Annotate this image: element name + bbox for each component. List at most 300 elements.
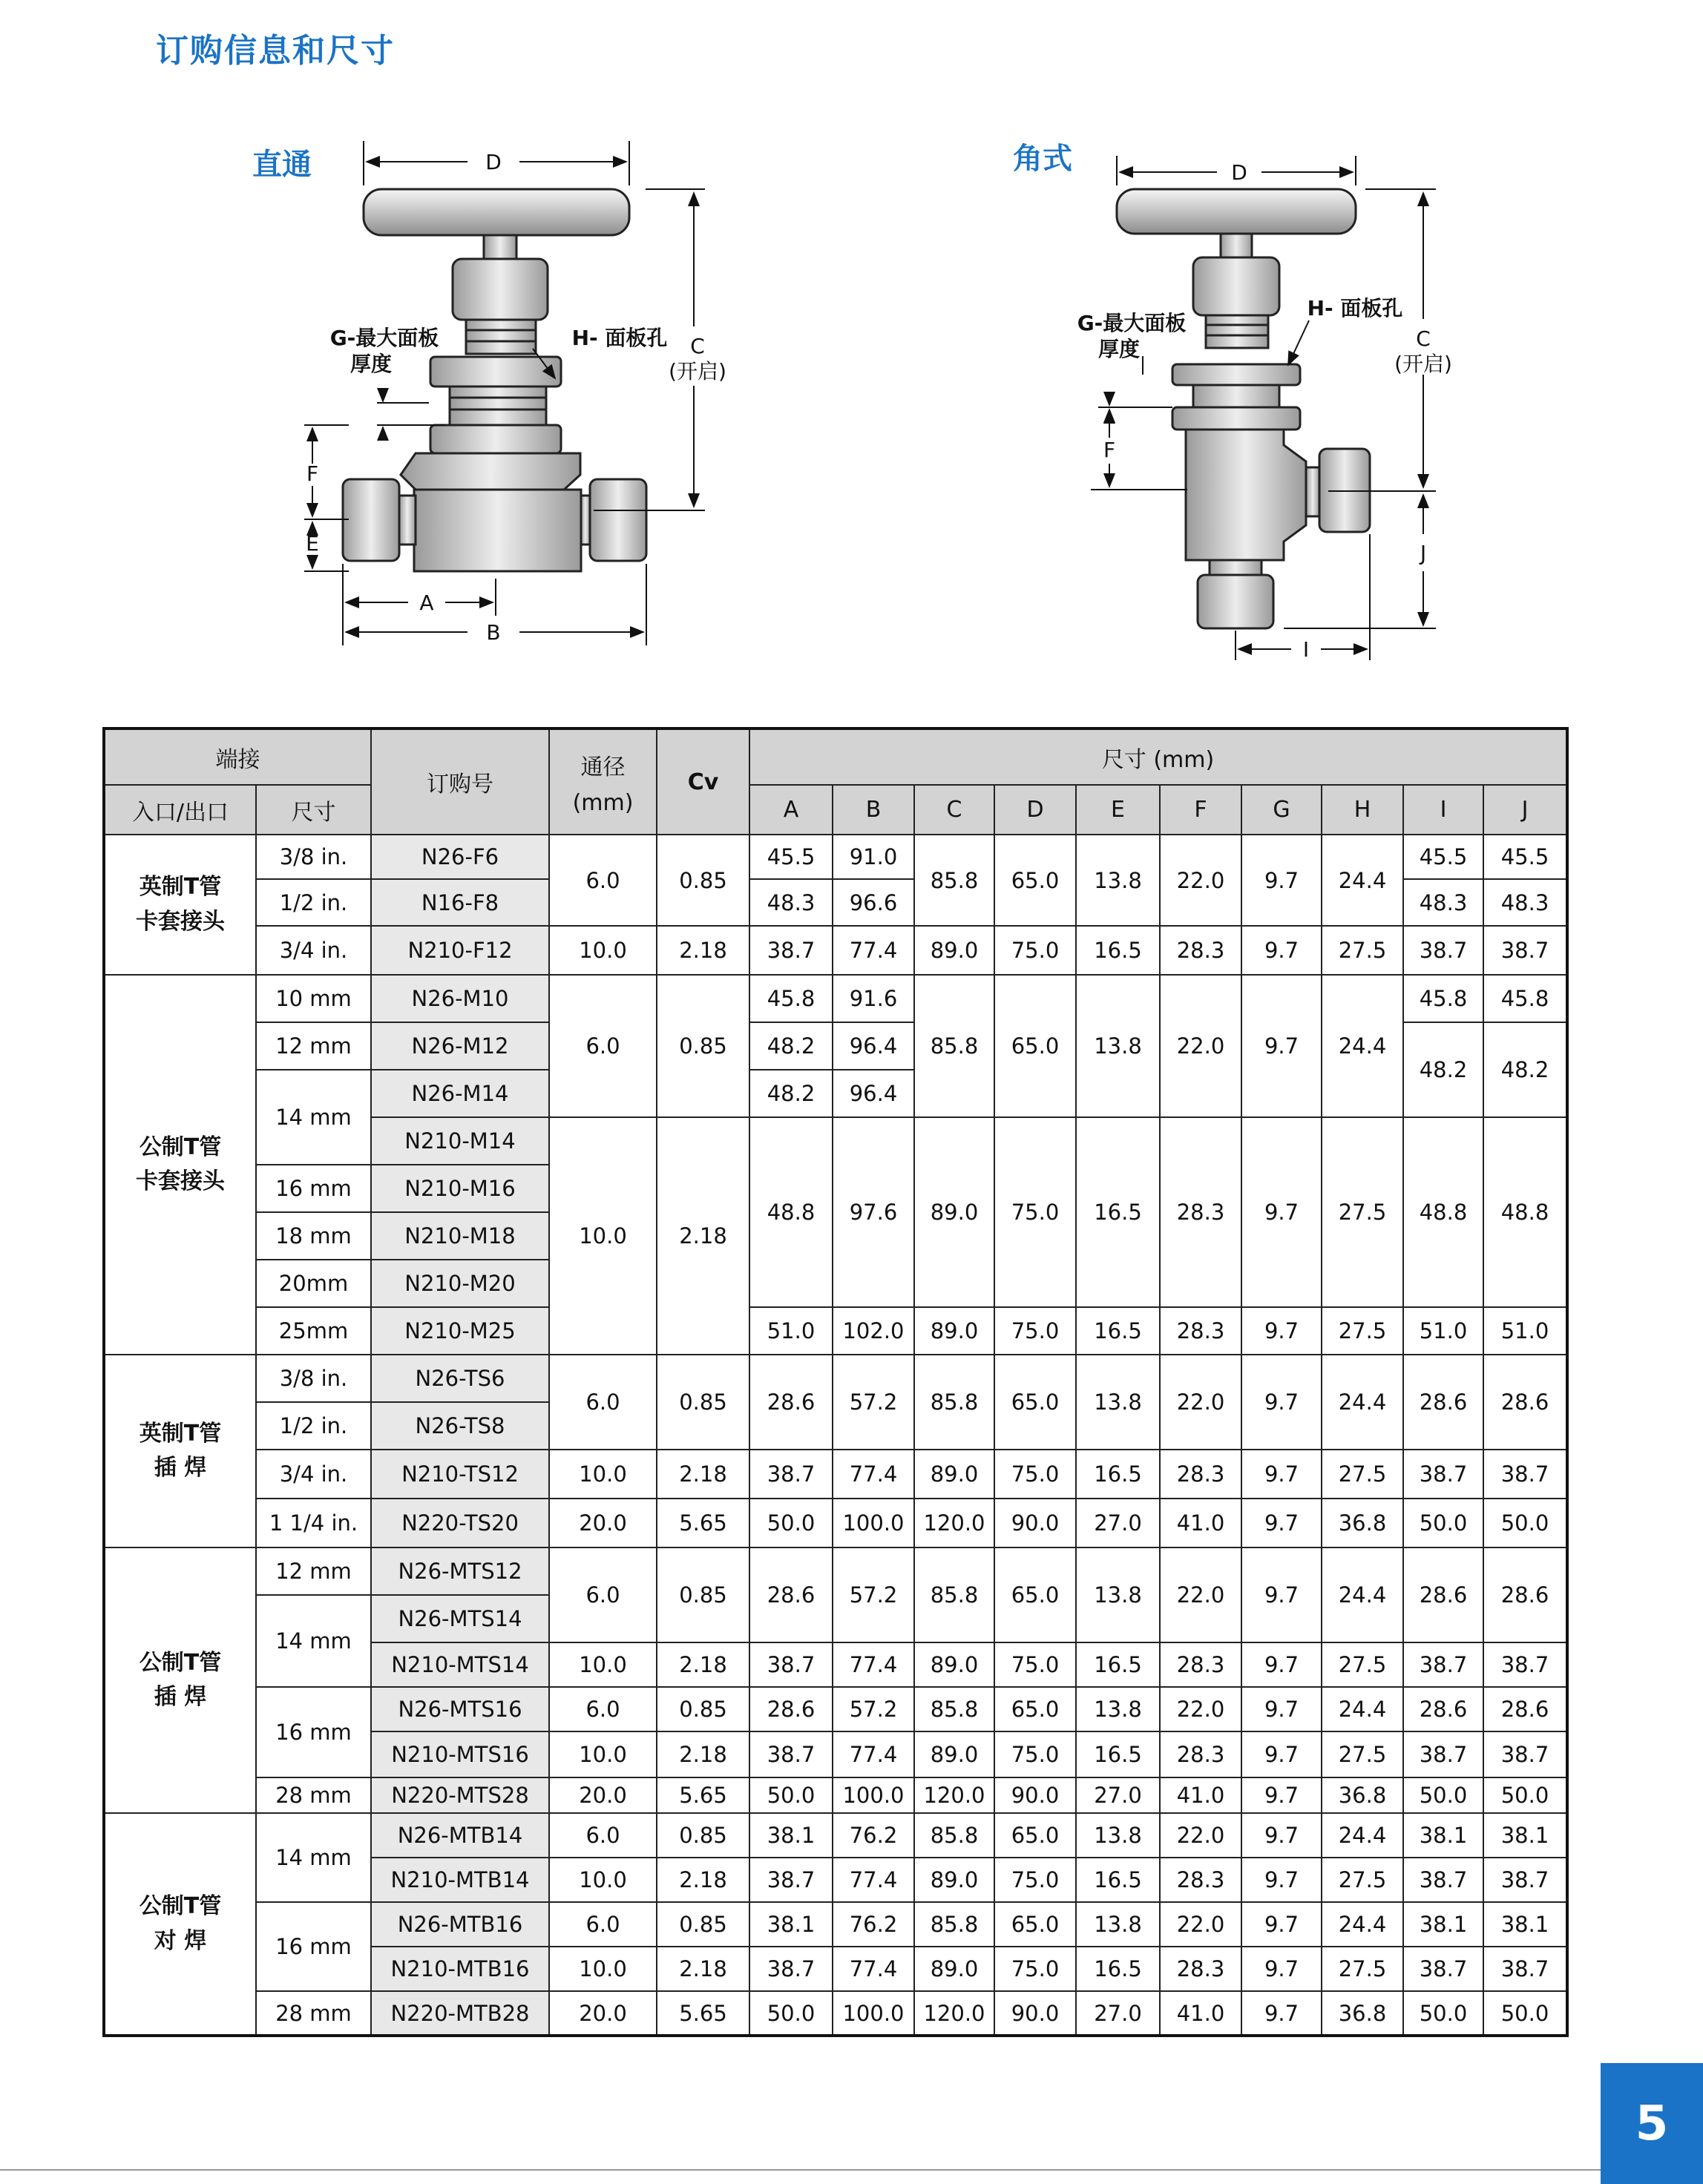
table-cell: 89.0 (914, 1731, 994, 1777)
table-cell: 0.85 (657, 1902, 749, 1947)
table-row (104, 1777, 1567, 1813)
table-cell: 90.0 (994, 1499, 1076, 1547)
table-row (104, 1991, 1567, 2036)
table-cell: 77.4 (833, 1858, 914, 1902)
table-cell: 28.3 (1160, 1731, 1241, 1777)
table-cell: 2.18 (657, 1117, 749, 1355)
table-cell: 9.7 (1241, 1499, 1322, 1547)
table-row (104, 1355, 1567, 1402)
table-cell: 65.0 (994, 1902, 1076, 1947)
table-row (104, 1902, 1567, 1947)
table-cell: 38.1 (1483, 1902, 1567, 1947)
table-cell: 65.0 (994, 835, 1076, 926)
angle-dim-J: J (1420, 541, 1427, 565)
order-number-cell: N26-M14 (371, 1070, 549, 1117)
table-cell: 38.7 (749, 1947, 833, 1991)
order-number-cell: N26-TS8 (371, 1402, 549, 1450)
table-cell: 28.6 (749, 1687, 833, 1731)
order-number-cell: N26-M10 (371, 975, 549, 1022)
header-order-no: 订购号 (371, 728, 549, 835)
table-cell: 38.7 (749, 1642, 833, 1687)
table-cell: 97.6 (833, 1117, 914, 1307)
table-cell: 45.5 (1483, 835, 1567, 879)
table-cell: 0.85 (657, 1813, 749, 1858)
table-row (104, 1307, 1567, 1355)
group-label: 英制T管 卡套接头 (104, 835, 256, 975)
table-cell: 16.5 (1076, 1858, 1160, 1902)
table-row (104, 975, 1567, 1022)
table-cell: 9.7 (1241, 1777, 1322, 1813)
table-cell: 38.1 (1403, 1902, 1483, 1947)
straight-dim-E: E (306, 531, 319, 556)
header-col-H: H (1322, 785, 1403, 835)
table-cell: 100.0 (833, 1991, 914, 2036)
table-cell: 22.0 (1160, 1813, 1241, 1858)
table-cell: 10.0 (549, 1947, 657, 1991)
table-cell: 12 mm (256, 1547, 371, 1595)
table-cell: 20.0 (549, 1991, 657, 2036)
table-cell: 85.8 (914, 1547, 994, 1642)
table-cell: 6.0 (549, 975, 657, 1117)
table-cell: 2.18 (657, 1731, 749, 1777)
order-number-cell: N210-M25 (371, 1307, 549, 1355)
table-cell: 2.18 (657, 1450, 749, 1499)
table-cell: 120.0 (914, 1991, 994, 2036)
table-cell: 27.5 (1322, 1642, 1403, 1687)
straight-g-label-1: G-最大面板 (329, 326, 439, 350)
table-cell: 3/4 in. (256, 1450, 371, 1499)
table-cell: 9.7 (1241, 1902, 1322, 1947)
table-cell: 50.0 (1483, 1991, 1567, 2036)
table-cell: 2.18 (657, 1858, 749, 1902)
header-orifice-unit: (mm) (572, 789, 634, 816)
table-cell: 48.2 (749, 1070, 833, 1117)
table-cell: 28.6 (749, 1547, 833, 1642)
table-cell: 16.5 (1076, 1307, 1160, 1355)
table-cell: 9.7 (1241, 1307, 1322, 1355)
table-cell: 10.0 (549, 1642, 657, 1687)
table-cell: 102.0 (833, 1307, 914, 1355)
order-number-cell: N210-M16 (371, 1165, 549, 1212)
straight-valve-drawing (343, 189, 646, 571)
table-cell: 38.1 (749, 1902, 833, 1947)
table-cell: 48.3 (749, 879, 833, 926)
table-cell: 24.4 (1322, 1902, 1403, 1947)
table-cell: 38.7 (1403, 1450, 1483, 1499)
table-cell: 16 mm (256, 1687, 371, 1777)
group-label: 公制T管 对 焊 (104, 1813, 256, 2036)
table-cell: 25mm (256, 1307, 371, 1355)
table-cell: 36.8 (1322, 1777, 1403, 1813)
table-row (104, 1450, 1567, 1499)
table-cell: 38.7 (1403, 1858, 1483, 1902)
table-cell: 13.8 (1076, 1813, 1160, 1858)
table-row (104, 1813, 1567, 1858)
table-cell: 27.5 (1322, 1858, 1403, 1902)
table-row (104, 1687, 1567, 1731)
table-cell: 120.0 (914, 1499, 994, 1547)
table-cell: 22.0 (1160, 975, 1241, 1117)
table-cell: 9.7 (1241, 1731, 1322, 1777)
angle-h-label: H- 面板孔 (1307, 296, 1403, 320)
order-number-cell: N26-M12 (371, 1022, 549, 1070)
table-cell: 6.0 (549, 1547, 657, 1642)
header-col-C: C (914, 785, 994, 835)
table-cell: 20.0 (549, 1777, 657, 1813)
angle-dim-C-note: (开启) (1394, 352, 1452, 376)
table-cell: 14 mm (256, 1813, 371, 1902)
straight-dim-C: C (690, 334, 705, 358)
straight-h-label: H- 面板孔 (571, 326, 668, 350)
table-cell: 28.3 (1160, 1947, 1241, 1991)
table-cell: 28.3 (1160, 926, 1241, 975)
header-orifice-label: 通径 (580, 754, 626, 780)
table-cell: 36.8 (1322, 1991, 1403, 2036)
table-cell: 10 mm (256, 975, 371, 1022)
order-number-cell: N220-MTB28 (371, 1991, 549, 2036)
table-cell: 89.0 (914, 1117, 994, 1307)
table-cell: 6.0 (549, 1687, 657, 1731)
table-cell: 6.0 (549, 1355, 657, 1450)
header-inlet-outlet: 入口/出口 (104, 785, 256, 835)
table-cell: 13.8 (1076, 835, 1160, 926)
table-cell: 1 1/4 in. (256, 1499, 371, 1547)
order-number-cell: N210-F12 (371, 926, 549, 975)
table-cell: 38.1 (1483, 1813, 1567, 1858)
table-cell: 1/2 in. (256, 879, 371, 926)
table-cell: 38.7 (749, 1450, 833, 1499)
header-orifice (549, 728, 657, 835)
header-col-D: D (994, 785, 1076, 835)
order-number-cell: N210-MTS14 (371, 1642, 549, 1687)
table-cell: 27.5 (1322, 1117, 1403, 1307)
table-cell: 75.0 (994, 1642, 1076, 1687)
table-cell: 89.0 (914, 1307, 994, 1355)
table-cell: 38.7 (1403, 1642, 1483, 1687)
table-cell: 13.8 (1076, 1355, 1160, 1450)
table-cell: 1/2 in. (256, 1402, 371, 1450)
table-cell: 77.4 (833, 926, 914, 975)
table-cell: 28.6 (1483, 1547, 1567, 1642)
table-cell: 38.7 (1403, 926, 1483, 975)
table-cell: 24.4 (1322, 1547, 1403, 1642)
group-label: 公制T管 插 焊 (104, 1547, 256, 1813)
order-number-cell: N26-MTS14 (371, 1595, 549, 1642)
table-cell: 65.0 (994, 1547, 1076, 1642)
table-cell: 12 mm (256, 1022, 371, 1070)
header-col-E: E (1076, 785, 1160, 835)
table-cell: 48.8 (1403, 1117, 1483, 1307)
table-cell: 57.2 (833, 1687, 914, 1731)
table-cell: 50.0 (749, 1777, 833, 1813)
header-cv: Cv (657, 728, 749, 835)
table-cell: 45.8 (1483, 975, 1567, 1022)
table-cell: 28.3 (1160, 1450, 1241, 1499)
table-cell: 24.4 (1322, 1687, 1403, 1731)
order-number-cell: N210-MTB16 (371, 1947, 549, 1991)
table-cell: 38.7 (1483, 1642, 1567, 1687)
page-number-tab: 5 (1601, 2063, 1703, 2184)
order-number-cell: N210-M18 (371, 1212, 549, 1260)
table-cell: 16.5 (1076, 1947, 1160, 1991)
straight-dim-B: B (486, 620, 501, 645)
straight-dim-D: D (485, 150, 502, 174)
table-cell: 38.7 (749, 1858, 833, 1902)
bottom-rule (0, 2169, 1601, 2171)
table-cell: 13.8 (1076, 1547, 1160, 1642)
table-row (104, 1547, 1567, 1595)
table-cell: 13.8 (1076, 1687, 1160, 1731)
table-cell: 89.0 (914, 1858, 994, 1902)
straight-dim-F: F (306, 461, 319, 486)
table-cell: 85.8 (914, 1902, 994, 1947)
group-label: 英制T管 插 焊 (104, 1355, 256, 1547)
table-cell: 38.7 (1483, 1858, 1567, 1902)
table-cell: 10.0 (549, 1858, 657, 1902)
table-cell: 41.0 (1160, 1991, 1241, 2036)
table-cell: 75.0 (994, 1858, 1076, 1902)
table-cell: 38.7 (1483, 1947, 1567, 1991)
table-cell: 9.7 (1241, 1687, 1322, 1731)
order-number-cell: N26-MTS16 (371, 1687, 549, 1731)
table-cell: 10.0 (549, 926, 657, 975)
table-cell: 5.65 (657, 1991, 749, 2036)
table-cell: 90.0 (994, 1991, 1076, 2036)
table-cell: 9.7 (1241, 1547, 1322, 1642)
table-cell: 16.5 (1076, 1642, 1160, 1687)
table-cell: 2.18 (657, 1947, 749, 1991)
table-cell: 45.8 (1403, 975, 1483, 1022)
table-cell: 77.4 (833, 1731, 914, 1777)
table-cell: 85.8 (914, 1355, 994, 1450)
table-cell: 20mm (256, 1260, 371, 1307)
table-cell: 75.0 (994, 1450, 1076, 1499)
table-cell: 57.2 (833, 1547, 914, 1642)
table-cell: 48.2 (1403, 1022, 1483, 1117)
table-cell: 77.4 (833, 1947, 914, 1991)
table-cell: 65.0 (994, 1687, 1076, 1731)
table-row (104, 926, 1567, 975)
ordering-dimension-table (102, 727, 1569, 2037)
order-number-cell: N220-TS20 (371, 1499, 549, 1547)
table-cell: 50.0 (1483, 1777, 1567, 1813)
order-number-cell: N210-MTB14 (371, 1858, 549, 1902)
angle-g-label-1: G-最大面板 (1077, 311, 1187, 335)
header-col-A: A (749, 785, 833, 835)
table-cell: 9.7 (1241, 1117, 1322, 1307)
table-cell: 38.7 (1403, 1731, 1483, 1777)
table-cell: 9.7 (1241, 1355, 1322, 1450)
order-number-cell: N26-F6 (371, 835, 549, 879)
table-cell: 28.6 (1483, 1355, 1567, 1450)
table-cell: 96.6 (833, 879, 914, 926)
table-cell: 65.0 (994, 1355, 1076, 1450)
table-cell: 48.8 (749, 1117, 833, 1307)
table-cell: 9.7 (1241, 1450, 1322, 1499)
table-cell: 57.2 (833, 1355, 914, 1450)
straight-view-label: 直通 (252, 148, 312, 182)
order-number-cell: N220-MTS28 (371, 1777, 549, 1813)
straight-dim-C-note: (开启) (669, 359, 726, 384)
table-cell: 0.85 (657, 1355, 749, 1450)
table-cell: 48.3 (1483, 879, 1567, 926)
table-cell: 16.5 (1076, 1117, 1160, 1307)
table-cell: 28.3 (1160, 1858, 1241, 1902)
table-cell: 28.3 (1160, 1117, 1241, 1307)
header-size: 尺寸 (256, 785, 371, 835)
table-cell: 76.2 (833, 1813, 914, 1858)
table-cell: 22.0 (1160, 1687, 1241, 1731)
straight-g-label-2: 厚度 (350, 352, 393, 376)
table-cell: 27.5 (1322, 926, 1403, 975)
table-cell: 27.0 (1076, 1991, 1160, 2036)
table-cell: 28 mm (256, 1777, 371, 1813)
table-cell: 5.65 (657, 1499, 749, 1547)
table-cell: 50.0 (1483, 1499, 1567, 1547)
table-cell: 10.0 (549, 1117, 657, 1355)
table-cell: 16.5 (1076, 926, 1160, 975)
table-cell: 22.0 (1160, 1547, 1241, 1642)
angle-dim-C: C (1416, 326, 1431, 351)
table-cell: 75.0 (994, 926, 1076, 975)
table-cell: 28.3 (1160, 1307, 1241, 1355)
table-cell: 28.6 (1483, 1687, 1567, 1731)
header-end-connection: 端接 (104, 728, 371, 785)
table-cell: 50.0 (749, 1991, 833, 2036)
table-cell: 27.5 (1322, 1307, 1403, 1355)
table-cell: 27.5 (1322, 1947, 1403, 1991)
table-cell: 16.5 (1076, 1450, 1160, 1499)
table-cell: 45.5 (1403, 835, 1483, 879)
straight-dim-A: A (419, 591, 434, 615)
table-cell: 89.0 (914, 926, 994, 975)
table-cell: 96.4 (833, 1070, 914, 1117)
table-cell: 48.8 (1483, 1117, 1567, 1307)
table-cell: 0.85 (657, 1687, 749, 1731)
table-cell: 9.7 (1241, 975, 1322, 1117)
table-cell: 13.8 (1076, 975, 1160, 1117)
table-cell: 5.65 (657, 1777, 749, 1813)
order-number-cell: N26-MTS12 (371, 1547, 549, 1595)
table-cell: 3/8 in. (256, 1355, 371, 1402)
table-cell: 2.18 (657, 1642, 749, 1687)
table-cell: 10.0 (549, 1450, 657, 1499)
table-cell: 85.8 (914, 975, 994, 1117)
table-cell: 50.0 (749, 1499, 833, 1547)
table-cell: 6.0 (549, 1813, 657, 1858)
table-cell: 91.6 (833, 975, 914, 1022)
table-cell: 6.0 (549, 835, 657, 926)
table-cell: 38.1 (1403, 1813, 1483, 1858)
order-number-cell: N210-M20 (371, 1260, 549, 1307)
table-cell: 0.85 (657, 1547, 749, 1642)
group-label: 公制T管 卡套接头 (104, 975, 256, 1355)
table-cell: 14 mm (256, 1070, 371, 1165)
table-cell: 18 mm (256, 1212, 371, 1260)
table-cell: 91.0 (833, 835, 914, 879)
table-cell: 76.2 (833, 1902, 914, 1947)
table-cell: 16 mm (256, 1902, 371, 1991)
table-cell: 41.0 (1160, 1499, 1241, 1547)
angle-dim-I: I (1302, 637, 1310, 662)
table-cell: 77.4 (833, 1450, 914, 1499)
header-col-J: J (1483, 785, 1567, 835)
table-cell: 3/8 in. (256, 835, 371, 879)
order-number-cell: N210-TS12 (371, 1450, 549, 1499)
table-cell: 27.0 (1076, 1499, 1160, 1547)
table-cell: 75.0 (994, 1307, 1076, 1355)
table-cell: 100.0 (833, 1499, 914, 1547)
table-cell: 13.8 (1076, 1902, 1160, 1947)
table-cell: 96.4 (833, 1022, 914, 1070)
table-cell: 27.5 (1322, 1450, 1403, 1499)
table-cell: 16.5 (1076, 1731, 1160, 1777)
table-cell: 51.0 (1483, 1307, 1567, 1355)
table-cell: 38.7 (1483, 926, 1567, 975)
table-cell: 28.3 (1160, 1642, 1241, 1687)
header-col-F: F (1160, 785, 1241, 835)
table-cell: 28.6 (1403, 1547, 1483, 1642)
valve-drawings (0, 0, 1703, 712)
table-cell: 24.4 (1322, 1355, 1403, 1450)
header-col-I: I (1403, 785, 1483, 835)
table-cell: 14 mm (256, 1595, 371, 1687)
table-cell: 16 mm (256, 1165, 371, 1212)
table-cell: 120.0 (914, 1777, 994, 1813)
table-cell: 65.0 (994, 1813, 1076, 1858)
table-cell: 9.7 (1241, 1991, 1322, 2036)
header-col-B: B (833, 785, 914, 835)
order-number-cell: N210-MTS16 (371, 1731, 549, 1777)
table-cell: 85.8 (914, 835, 994, 926)
table-cell: 9.7 (1241, 835, 1322, 926)
table-cell: 51.0 (749, 1307, 833, 1355)
order-number-cell: N210-M14 (371, 1117, 549, 1165)
table-cell: 38.1 (749, 1813, 833, 1858)
table-cell: 9.7 (1241, 1813, 1322, 1858)
table-cell: 24.4 (1322, 1813, 1403, 1858)
table-cell: 28 mm (256, 1991, 371, 2036)
table-cell: 9.7 (1241, 1947, 1322, 1991)
angle-view-label: 角式 (1013, 142, 1072, 176)
order-number-cell: N26-MTB16 (371, 1902, 549, 1947)
table-cell: 6.0 (549, 1902, 657, 1947)
table-cell: 20.0 (549, 1499, 657, 1547)
table-cell: 75.0 (994, 1731, 1076, 1777)
table-cell: 9.7 (1241, 1858, 1322, 1902)
header-col-G: G (1241, 785, 1322, 835)
table-cell: 89.0 (914, 1947, 994, 1991)
table-cell: 0.85 (657, 835, 749, 926)
table-cell: 38.7 (1483, 1450, 1567, 1499)
table-cell: 10.0 (549, 1731, 657, 1777)
table-cell: 9.7 (1241, 926, 1322, 975)
table-cell: 36.8 (1322, 1499, 1403, 1547)
table-cell: 22.0 (1160, 1902, 1241, 1947)
table-cell: 45.8 (749, 975, 833, 1022)
table-cell: 48.2 (1483, 1022, 1567, 1117)
order-number-cell: N16-F8 (371, 879, 549, 926)
angle-g-label-2: 厚度 (1097, 337, 1141, 361)
table-cell: 89.0 (914, 1450, 994, 1499)
table-cell: 51.0 (1403, 1307, 1483, 1355)
table-cell: 89.0 (914, 1642, 994, 1687)
table-row (104, 835, 1567, 879)
table-cell: 28.6 (1403, 1687, 1483, 1731)
order-number-cell: N26-MTB14 (371, 1813, 549, 1858)
page-title: 订购信息和尺寸 (156, 32, 395, 70)
table-cell: 2.18 (657, 926, 749, 975)
